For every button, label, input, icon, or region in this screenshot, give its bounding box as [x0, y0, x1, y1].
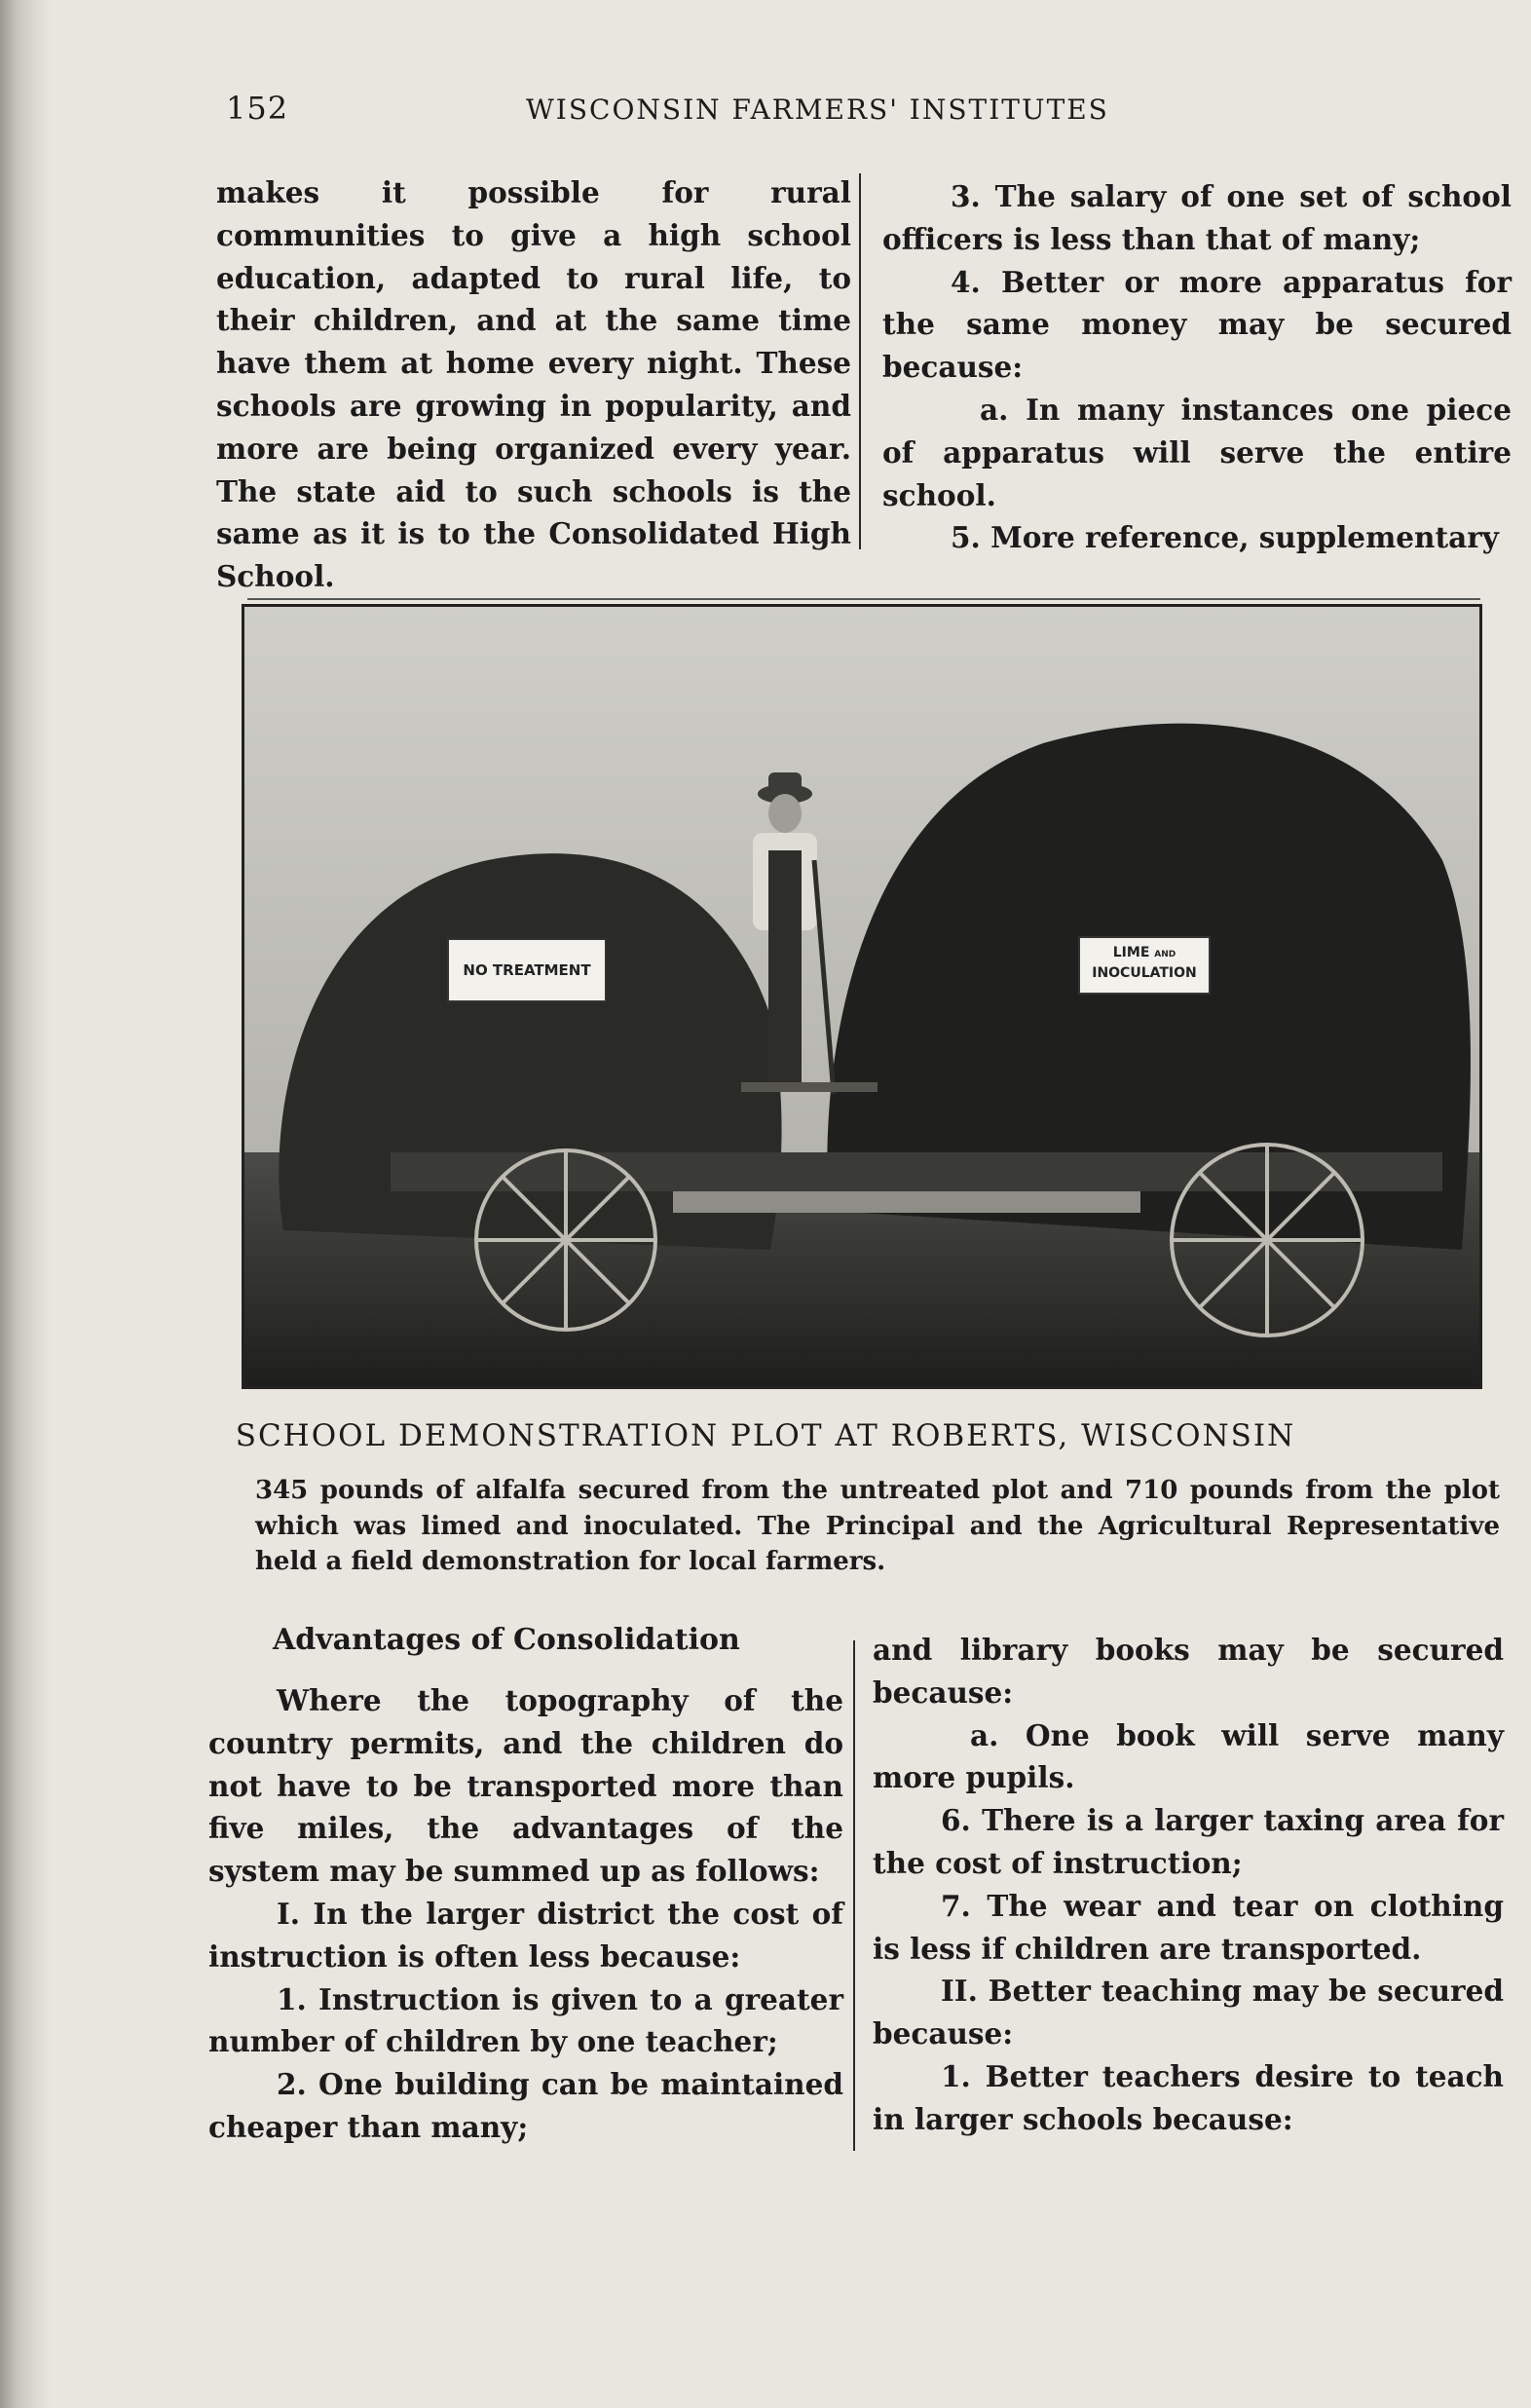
figure-caption-title: SCHOOL DEMONSTRATION PLOT AT ROBERTS, WISCONSIN: [235, 1418, 1296, 1453]
running-title: WISCONSIN FARMERS' INSTITUTES: [526, 94, 1109, 126]
list-item: a. In many instances one piece of apparatus will serve the entire school.: [882, 392, 1512, 512]
list-item: 1. Better teachers desire to teach in larger schools because:: [873, 2058, 1504, 2136]
list-item: 7. The wear and tear on clothing is less if children are transported.: [873, 1888, 1504, 1966]
sign-lime-text: LIME: [1112, 945, 1150, 960]
section-heading: Advantages of Consolidation: [273, 1623, 740, 1657]
wagon-frame: [673, 1191, 1140, 1213]
hay-wagon-illustration: [244, 607, 1479, 1386]
wagon-seat: [741, 1082, 878, 1092]
bottom-left-column: [208, 1679, 843, 2149]
figure-caption-body: 345 pounds of alfalfa secured from the untreated plot and 710 pounds from the plot which was limed and inoculated. The Principal and the Agricultural Representative held a field demonstration for local farmers.: [255, 1476, 1500, 1576]
list-item: 5. More reference, supplementary: [951, 520, 1499, 555]
bottom-right-column: [873, 1629, 1504, 2141]
list-item: 4. Better or more apparatus for the same money may be secured because:: [882, 264, 1512, 385]
wagon-bed: [391, 1152, 1442, 1191]
top-left-column: [216, 171, 851, 598]
demonstration-plot-photo: [242, 604, 1482, 1389]
sign-and-text: AND: [1154, 950, 1176, 959]
right-wagon-wheel: [1172, 1145, 1363, 1336]
paragraph: and library books may be secured because:: [873, 1633, 1504, 1710]
figure-top-rule: [247, 598, 1480, 600]
list-item: 2. One building can be maintained cheaper than many;: [208, 2067, 843, 2144]
top-right-column: [882, 175, 1512, 559]
sign-inoculation-text: INOCULATION: [1092, 965, 1197, 981]
column-divider-bottom: [853, 1640, 855, 2151]
list-item: 3. The salary of one set of school officers is less than that of many;: [882, 179, 1512, 256]
list-item: 6. There is a larger taxing area for the cost of instruction;: [873, 1803, 1504, 1880]
sign-no-treatment-text: NO TREATMENT: [463, 961, 591, 979]
page-number: 152: [226, 90, 289, 127]
paragraph: Where the topography of the country permits, and the children do not have to be transported more than five miles, the advantages of the system may be summed up as follows:: [208, 1683, 843, 1889]
left-wagon-wheel: [476, 1150, 655, 1330]
sign-no-treatment: [447, 938, 607, 1002]
scan-page-edge: [0, 0, 51, 2408]
sign-lime-inoculation: [1078, 936, 1211, 995]
list-item: 1. Instruction is given to a greater number of children by one teacher;: [208, 1981, 843, 2059]
list-item: II. Better teaching may be secured because:: [873, 1974, 1504, 2051]
list-item: a. One book will serve many more pupils.: [873, 1717, 1504, 1795]
paragraph: makes it possible for rural communities to give a high school education, adapted to rural life, to their children, and at the same time have them at home every night. These schools are growing in popularity, and more are being organized every year. The state aid to such schools is the same as it is to the Consolidated High School.: [216, 175, 851, 594]
list-item: I. In the larger district the cost of instruction is often less because:: [208, 1896, 843, 1974]
column-divider-top: [859, 173, 861, 549]
